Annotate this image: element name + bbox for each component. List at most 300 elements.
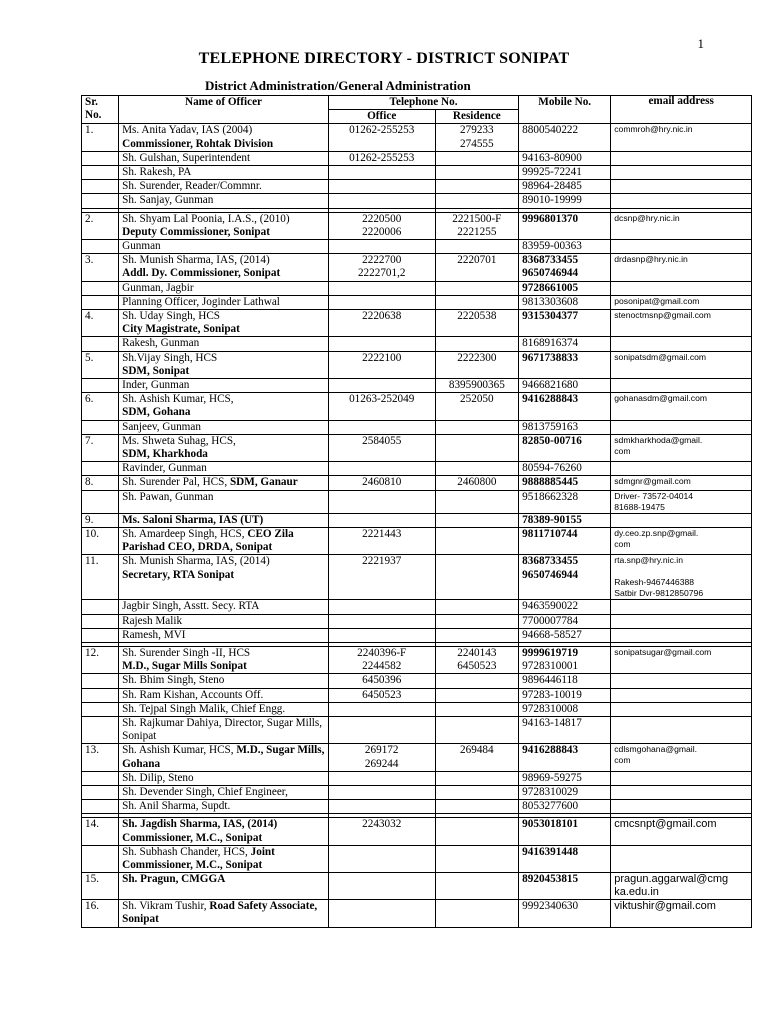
officer-name: Sanjeev, Gunman — [122, 420, 201, 433]
table-row — [82, 124, 752, 151]
table-row — [82, 716, 752, 743]
officer-name: Sh. Rajkumar Dahiya, Director, Sugar Mills, Sonipat — [122, 716, 323, 743]
officer-name: Sh. Vikram Tushir, — [122, 900, 210, 913]
mobile-secondary: 9728310001 — [522, 660, 579, 673]
residence-cell: 2220538 — [435, 310, 519, 337]
officer-name: Sh. Tejpal Singh Malik, Chief Engg. — [122, 702, 286, 715]
mobile-cell: 7700007784 — [519, 614, 611, 628]
office-cell — [328, 337, 435, 351]
mobile-cell: 98964-28485 — [519, 180, 611, 194]
name-cell — [119, 845, 329, 872]
officer-name: Sh. Devender Singh, Chief Engineer, — [122, 785, 288, 798]
residence-cell — [435, 674, 519, 688]
sr-cell: 2. — [82, 212, 119, 239]
office-cell — [328, 716, 435, 743]
name-cell — [119, 674, 329, 688]
sr-cell — [82, 614, 119, 628]
table-row — [82, 434, 752, 461]
sr-cell: 9. — [82, 513, 119, 527]
name-cell — [119, 628, 329, 642]
officer-name: Ms. Saloni Sharma, IAS (UT) — [122, 513, 264, 526]
table-row — [82, 166, 752, 180]
sr-cell: 13. — [82, 744, 119, 771]
residence-cell — [435, 771, 519, 785]
mobile-cell: 8053277600 — [519, 800, 611, 814]
office-cell: 2243032 — [328, 818, 435, 845]
office-cell: 2221443 — [328, 527, 435, 554]
mobile-cell: 9896446118 — [519, 674, 611, 688]
name-cell — [119, 818, 329, 845]
table-row — [82, 476, 752, 490]
email-cell — [611, 379, 752, 393]
mobile-cell: 9466821680 — [519, 379, 611, 393]
residence-cell — [435, 873, 519, 900]
officer-name: Sh. Ashish Kumar, HCS, — [122, 744, 237, 757]
name-cell — [119, 771, 329, 785]
sr-cell: 14. — [82, 818, 119, 845]
sr-cell — [82, 379, 119, 393]
office-cell: 2584055 — [328, 434, 435, 461]
residence-cell: 269484 — [435, 744, 519, 771]
office-cell: 2220638 — [328, 310, 435, 337]
email-cell — [611, 166, 752, 180]
email-cell: sdmgnr@gmail.com — [611, 476, 752, 490]
table-row — [82, 180, 752, 194]
office-cell: 01262-255253 — [328, 124, 435, 151]
name-cell — [119, 166, 329, 180]
mobile-primary: 9999619719 — [522, 646, 579, 659]
table-row — [82, 600, 752, 614]
officer-designation: SDM, Sonipat — [122, 364, 190, 377]
sr-cell: 7. — [82, 434, 119, 461]
office-cell — [328, 281, 435, 295]
name-cell — [119, 490, 329, 513]
office-cell: 2222100 — [328, 351, 435, 378]
office-cell — [328, 295, 435, 309]
sr-cell — [82, 420, 119, 434]
table-row — [82, 490, 752, 513]
email-cell — [611, 800, 752, 814]
name-cell — [119, 212, 329, 239]
directory-table — [81, 95, 752, 928]
officer-name: Ms. Shweta Suhag, HCS, — [122, 434, 236, 447]
office-cell: 6450523 — [328, 688, 435, 702]
email-cell — [611, 614, 752, 628]
table-row — [82, 281, 752, 295]
name-cell — [119, 337, 329, 351]
email-cell — [611, 151, 752, 165]
sr-cell — [82, 688, 119, 702]
officer-designation: Road Safety Associate, Sonipat — [122, 900, 318, 926]
sr-cell — [82, 771, 119, 785]
officer-name: Ravinder, Gunman — [122, 462, 207, 475]
table-row — [82, 254, 752, 281]
table-row — [82, 845, 752, 872]
officer-designation: SDM, Ganaur — [229, 476, 298, 489]
email-cell — [611, 771, 752, 785]
sr-cell — [82, 785, 119, 799]
name-cell — [119, 281, 329, 295]
officer-name: Rajesh Malik — [122, 614, 183, 627]
email-cell — [611, 600, 752, 614]
officer-name: Gunman, Jagbir — [122, 281, 194, 294]
mobile-cell: 9518662328 — [519, 490, 611, 513]
table-row — [82, 900, 752, 927]
email-cell — [611, 688, 752, 702]
mobile-cell: 8168916374 — [519, 337, 611, 351]
table-row — [82, 462, 752, 476]
residence-cell: 2240143 6450523 — [435, 646, 519, 673]
email-cell: stenoctmsnp@gmail.com — [611, 310, 752, 337]
officer-name: Sh. Amardeep Singh, HCS, — [122, 527, 248, 540]
sr-cell: 11. — [82, 555, 119, 600]
name-cell — [119, 688, 329, 702]
sr-cell — [82, 337, 119, 351]
office-cell — [328, 420, 435, 434]
table-row — [82, 646, 752, 673]
officer-name: Sh. Munish Sharma, IAS, (2014) — [122, 555, 270, 568]
email-cell: drdasnp@hry.nic.in — [611, 254, 752, 281]
sr-cell — [82, 800, 119, 814]
officer-name: Sh.Vijay Singh, HCS — [122, 351, 218, 364]
mobile-cell — [519, 646, 611, 673]
mobile-cell: 9728310029 — [519, 785, 611, 799]
officer-designation: SDM, Kharkhoda — [122, 448, 208, 461]
table-row — [82, 818, 752, 845]
officer-name: Sh. Munish Sharma, IAS, (2014) — [122, 254, 270, 267]
name-cell — [119, 785, 329, 799]
sr-cell — [82, 845, 119, 872]
name-cell — [119, 555, 329, 600]
residence-cell — [435, 716, 519, 743]
email-cell — [611, 281, 752, 295]
name-cell — [119, 379, 329, 393]
residence-cell: 2221500-F 2221255 — [435, 212, 519, 239]
name-cell — [119, 393, 329, 420]
office-cell: 6450396 — [328, 674, 435, 688]
name-cell — [119, 194, 329, 208]
name-cell — [119, 295, 329, 309]
email-cell: pragun.aggarwal@cmg ka.edu.in — [611, 873, 752, 900]
name-cell — [119, 716, 329, 743]
residence-cell: 252050 — [435, 393, 519, 420]
office-cell: 2222700 2222701,2 — [328, 254, 435, 281]
residence-cell — [435, 513, 519, 527]
email-cell: dy.ceo.zp.snp@gmail. com — [611, 527, 752, 554]
residence-cell — [435, 180, 519, 194]
officer-name: Ms. Anita Yadav, IAS (2004) — [122, 124, 253, 137]
sr-cell — [82, 702, 119, 716]
table-row — [82, 785, 752, 799]
officer-name: Gunman — [122, 240, 161, 253]
mobile-cell: 94163-14817 — [519, 716, 611, 743]
officer-name: Sh. Uday Singh, HCS — [122, 310, 221, 323]
sr-cell — [82, 716, 119, 743]
email-cell: sonipatsugar@gmail.com — [611, 646, 752, 673]
table-row — [82, 628, 752, 642]
email-cell: commroh@hry.nic.in — [611, 124, 752, 151]
name-cell — [119, 614, 329, 628]
mobile-cell: 89010-19999 — [519, 194, 611, 208]
name-cell — [119, 254, 329, 281]
mobile-cell: 94668-58527 — [519, 628, 611, 642]
residence-cell — [435, 785, 519, 799]
office-cell: 2460810 — [328, 476, 435, 490]
officer-name: Sh. Subhash Chander, HCS, — [122, 845, 251, 858]
officer-designation: Commissioner, M.C., Sonipat — [122, 831, 263, 844]
header-office: Office — [328, 110, 435, 124]
office-cell — [328, 166, 435, 180]
mobile-cell: 9996801370 — [519, 212, 611, 239]
office-cell — [328, 785, 435, 799]
name-cell — [119, 420, 329, 434]
table-row — [82, 337, 752, 351]
officer-designation: CEO Zila Parishad CEO, DRDA, Sonipat — [122, 527, 294, 554]
table-header-row — [82, 96, 752, 110]
officer-name: Sh. Gulshan, Superintendent — [122, 151, 251, 164]
officer-name: Sh. Jagdish Sharma, IAS, (2014) — [122, 818, 278, 831]
email-cell — [611, 628, 752, 642]
residence-cell — [435, 462, 519, 476]
officer-name: Ramesh, MVI — [122, 628, 186, 641]
officer-designation: Commissioner, Rohtak Division — [122, 137, 274, 150]
sr-cell — [82, 600, 119, 614]
table-row — [82, 674, 752, 688]
residence-cell: 2220701 — [435, 254, 519, 281]
table-row — [82, 702, 752, 716]
email-cell: dcsnp@hry.nic.in — [611, 212, 752, 239]
sr-cell — [82, 490, 119, 513]
residence-cell — [435, 900, 519, 927]
residence-cell — [435, 420, 519, 434]
residence-cell: 2460800 — [435, 476, 519, 490]
officer-name: Sh. Anil Sharma, Supdt. — [122, 800, 231, 813]
email-cell: sonipatsdm@gmail.com — [611, 351, 752, 378]
office-cell — [328, 628, 435, 642]
name-cell — [119, 600, 329, 614]
office-cell — [328, 873, 435, 900]
officer-name: Rakesh, Gunman — [122, 337, 200, 350]
sr-cell: 6. — [82, 393, 119, 420]
residence-cell: 279233 274555 — [435, 124, 519, 151]
officer-name: Sh. Rakesh, PA — [122, 166, 192, 179]
office-cell: 2240396-F 2244582 — [328, 646, 435, 673]
officer-name: Sh. Pawan, Gunman — [122, 490, 214, 503]
name-cell — [119, 513, 329, 527]
office-cell: 2220500 2220006 — [328, 212, 435, 239]
residence-cell — [435, 614, 519, 628]
email-cell — [611, 462, 752, 476]
name-cell — [119, 434, 329, 461]
residence-cell — [435, 527, 519, 554]
table-row — [82, 744, 752, 771]
office-cell: 01263-252049 — [328, 393, 435, 420]
sr-cell: 12. — [82, 646, 119, 673]
email-cell: cmcsnpt@gmail.com — [611, 818, 752, 845]
name-cell — [119, 151, 329, 165]
email-cell: sdmkharkhoda@gmail. com — [611, 434, 752, 461]
email-cell: posonipat@gmail.com — [611, 295, 752, 309]
table-row — [82, 351, 752, 378]
officer-name: Sh. Surender Singh -II, HCS — [122, 646, 251, 659]
officer-designation: M.D., Sugar Mills Sonipat — [122, 660, 247, 673]
sr-cell: 5. — [82, 351, 119, 378]
name-cell — [119, 351, 329, 378]
table-row — [82, 420, 752, 434]
table-row — [82, 379, 752, 393]
mobile-cell: 9671738833 — [519, 351, 611, 378]
office-cell — [328, 800, 435, 814]
page-number: 1 — [697, 36, 704, 51]
residence-cell — [435, 490, 519, 513]
email-cell — [611, 716, 752, 743]
office-cell — [328, 194, 435, 208]
officer-name: Jagbir Singh, Asstt. Secy. RTA — [122, 600, 260, 613]
mobile-cell: 9416288843 — [519, 393, 611, 420]
officer-name: Sh. Surender Pal, HCS, — [122, 476, 230, 489]
office-cell: 01262-255253 — [328, 151, 435, 165]
sr-cell — [82, 180, 119, 194]
name-cell — [119, 646, 329, 673]
officer-designation: City Magistrate, Sonipat — [122, 323, 240, 336]
residence-cell — [435, 434, 519, 461]
sr-cell — [82, 281, 119, 295]
name-cell — [119, 527, 329, 554]
sr-cell: 10. — [82, 527, 119, 554]
office-cell — [328, 900, 435, 927]
residence-cell — [435, 800, 519, 814]
mobile-cell: 9813759163 — [519, 420, 611, 434]
name-cell — [119, 462, 329, 476]
residence-cell — [435, 151, 519, 165]
officer-designation: Secretary, RTA Sonipat — [122, 568, 235, 581]
residence-cell — [435, 845, 519, 872]
header-email: email address — [611, 96, 752, 124]
office-cell — [328, 462, 435, 476]
residence-cell: 8395900365 — [435, 379, 519, 393]
mobile-cell: 9053018101 — [519, 818, 611, 845]
mobile-cell: 8368733455 9650746944 — [519, 254, 611, 281]
page-subtitle: District Administration/General Administration — [205, 78, 471, 93]
name-cell — [119, 310, 329, 337]
residence-cell — [435, 628, 519, 642]
officer-name: Sh. Shyam Lal Poonia, I.A.S., (2010) — [122, 212, 290, 225]
office-cell — [328, 490, 435, 513]
office-cell — [328, 771, 435, 785]
header-residence: Residence — [435, 110, 519, 124]
sr-cell — [82, 674, 119, 688]
table-row — [82, 240, 752, 254]
mobile-cell: 9416288843 — [519, 744, 611, 771]
officer-designation: SDM, Gohana — [122, 406, 191, 419]
table-row — [82, 771, 752, 785]
sr-cell: 16. — [82, 900, 119, 927]
mobile-cell: 9728310008 — [519, 702, 611, 716]
mobile-cell: 9813303608 — [519, 295, 611, 309]
table-row — [82, 295, 752, 309]
email-cell — [611, 513, 752, 527]
residence-cell — [435, 194, 519, 208]
email-cell — [611, 674, 752, 688]
officer-designation: Joint Commissioner, M.C., Sonipat — [122, 845, 275, 871]
mobile-cell: 9992340630 — [519, 900, 611, 927]
email-cell: Driver- 73572-04014 81688-19475 — [611, 490, 752, 513]
mobile-cell: 8368733455 9650746944 — [519, 555, 611, 600]
officer-name: Inder, Gunman — [122, 379, 190, 392]
mobile-cell: 9315304377 — [519, 310, 611, 337]
residence-cell — [435, 240, 519, 254]
table-row — [82, 614, 752, 628]
email-cell: rta.snp@hry.nic.in Rakesh-9467446388 Satbir Dvr-9812850796 — [611, 555, 752, 600]
name-cell — [119, 180, 329, 194]
email-cell — [611, 180, 752, 194]
name-cell — [119, 800, 329, 814]
officer-designation: Deputy Commissioner, Sonipat — [122, 225, 270, 238]
mobile-cell: 9416391448 — [519, 845, 611, 872]
mobile-cell: 9811710744 — [519, 527, 611, 554]
sr-cell — [82, 295, 119, 309]
table-row — [82, 194, 752, 208]
sr-cell: 1. — [82, 124, 119, 151]
table-row — [82, 873, 752, 900]
table-row — [82, 513, 752, 527]
residence-cell — [435, 166, 519, 180]
residence-cell — [435, 818, 519, 845]
table-row — [82, 527, 752, 554]
office-cell — [328, 845, 435, 872]
residence-cell — [435, 600, 519, 614]
table-row — [82, 310, 752, 337]
header-mobile: Mobile No. — [519, 96, 611, 124]
mobile-cell: 83959-00363 — [519, 240, 611, 254]
mobile-cell: 80594-76260 — [519, 462, 611, 476]
sr-cell — [82, 462, 119, 476]
officer-designation: Addl. Dy. Commissioner, Sonipat — [122, 267, 281, 280]
sr-cell — [82, 240, 119, 254]
officer-designation: M.D., Sugar Mills, Gohana — [122, 744, 325, 770]
sr-cell — [82, 194, 119, 208]
email-cell: gohanasdm@gmail.com — [611, 393, 752, 420]
office-cell — [328, 513, 435, 527]
page-title: TELEPHONE DIRECTORY - DISTRICT SONIPAT — [198, 50, 570, 67]
name-cell — [119, 900, 329, 927]
name-cell — [119, 702, 329, 716]
mobile-cell: 9888885445 — [519, 476, 611, 490]
name-cell — [119, 873, 329, 900]
officer-name: Sh. Pragun, CMGGA — [122, 873, 226, 886]
office-cell — [328, 180, 435, 194]
office-cell — [328, 240, 435, 254]
mobile-cell: 99925-72241 — [519, 166, 611, 180]
mobile-cell: 82850-00716 — [519, 434, 611, 461]
mobile-cell: 8800540222 — [519, 124, 611, 151]
office-cell — [328, 614, 435, 628]
office-cell: 2221937 — [328, 555, 435, 600]
mobile-cell: 78389-90155 — [519, 513, 611, 527]
office-cell: 269172 269244 — [328, 744, 435, 771]
mobile-cell: 9463590022 — [519, 600, 611, 614]
name-cell — [119, 476, 329, 490]
email-cell — [611, 845, 752, 872]
office-cell — [328, 600, 435, 614]
residence-cell — [435, 337, 519, 351]
officer-name: Sh. Surender, Reader/Commnr. — [122, 180, 262, 193]
officer-name: Sh. Sanjay, Gunman — [122, 194, 214, 207]
header-telephone: Telephone No. — [328, 96, 518, 110]
table-row — [82, 151, 752, 165]
mobile-cell: 98969-59275 — [519, 771, 611, 785]
header-sr: Sr. No. — [82, 96, 119, 124]
